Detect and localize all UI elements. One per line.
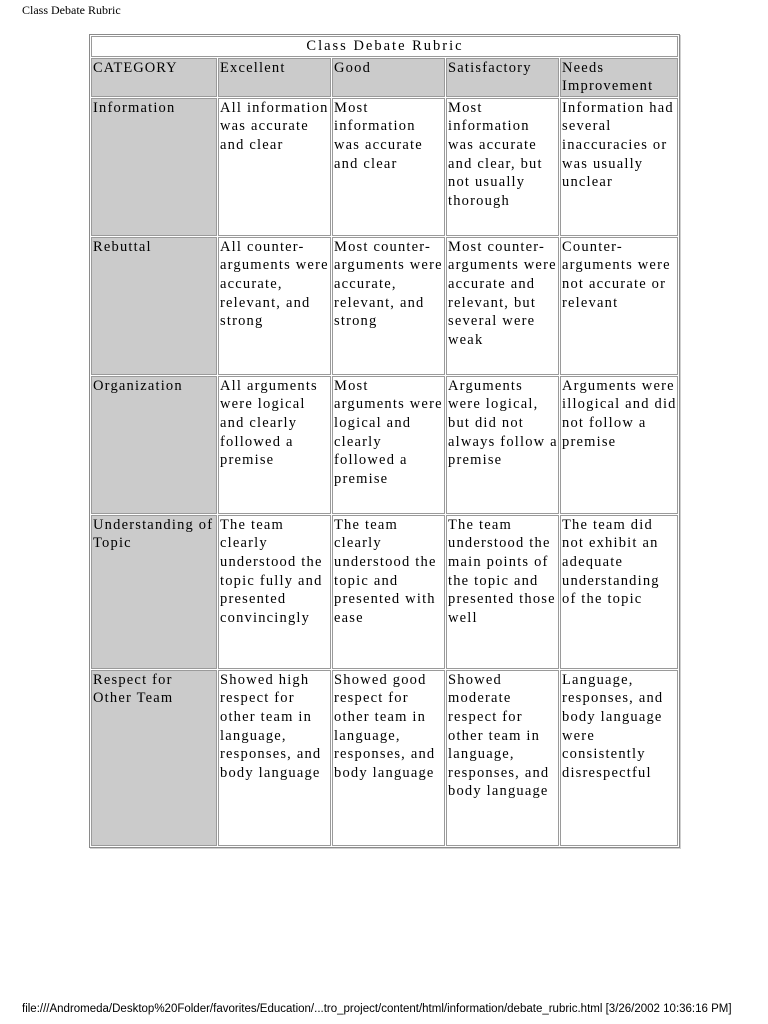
table-header-row bbox=[91, 58, 678, 97]
debate-rubric-table bbox=[89, 34, 680, 848]
column-header-satisfactory: Satisfactory bbox=[446, 58, 559, 97]
criteria-cell: Arguments were logical, but did not always follow a premise bbox=[446, 376, 559, 514]
table-row bbox=[91, 515, 678, 669]
criteria-cell: Counter-arguments were not accurate or relevant bbox=[560, 237, 678, 375]
table-row bbox=[91, 98, 678, 236]
criteria-cell: Most arguments were logical and clearly followed a premise bbox=[332, 376, 445, 514]
criteria-cell: The team did not exhibit an adequate understanding of the topic bbox=[560, 515, 678, 669]
criteria-cell: Most information was accurate and clear bbox=[332, 98, 445, 236]
criteria-cell: Most counter-arguments were accurate and relevant, but several were weak bbox=[446, 237, 559, 375]
table-row bbox=[91, 670, 678, 846]
criteria-cell: Language, responses, and body language were consistently disrespectful bbox=[560, 670, 678, 846]
column-header-good: Good bbox=[332, 58, 445, 97]
criteria-cell: Information had several inaccuracies or was usually unclear bbox=[560, 98, 678, 236]
category-cell: Rebuttal bbox=[91, 237, 217, 375]
category-cell: Understanding of Topic bbox=[91, 515, 217, 669]
criteria-cell: Arguments were illogical and did not follow a premise bbox=[560, 376, 678, 514]
criteria-cell: All arguments were logical and clearly followed a premise bbox=[218, 376, 331, 514]
column-header-needs-improvement: Needs Improvement bbox=[560, 58, 678, 97]
page-footer-url: file:///Andromeda/Desktop%20Folder/favorites/Education/...tro_project/content/html/information/debate_rubric.html [3/26/2002 10:36:16 PM] bbox=[22, 1003, 732, 1015]
criteria-cell: Most counter-arguments were accurate, relevant, and strong bbox=[332, 237, 445, 375]
criteria-cell: Showed high respect for other team in language, responses, and body language bbox=[218, 670, 331, 846]
criteria-cell: Most information was accurate and clear, but not usually thorough bbox=[446, 98, 559, 236]
table-title-row bbox=[91, 36, 678, 57]
column-header-excellent: Excellent bbox=[218, 58, 331, 97]
criteria-cell: Showed good respect for other team in language, responses, and body language bbox=[332, 670, 445, 846]
page-header-title: Class Debate Rubric bbox=[22, 3, 121, 17]
criteria-cell: All counter-arguments were accurate, relevant, and strong bbox=[218, 237, 331, 375]
table-row bbox=[91, 376, 678, 514]
table-title: Class Debate Rubric bbox=[91, 36, 678, 57]
category-cell: Information bbox=[91, 98, 217, 236]
category-cell: Respect for Other Team bbox=[91, 670, 217, 846]
criteria-cell: The team clearly understood the topic and presented with ease bbox=[332, 515, 445, 669]
criteria-cell: Showed moderate respect for other team in language, responses, and body language bbox=[446, 670, 559, 846]
table-row bbox=[91, 237, 678, 375]
category-cell: Organization bbox=[91, 376, 217, 514]
column-header-category: CATEGORY bbox=[91, 58, 217, 97]
criteria-cell: All information was accurate and clear bbox=[218, 98, 331, 236]
criteria-cell: The team clearly understood the topic fully and presented convincingly bbox=[218, 515, 331, 669]
criteria-cell: The team understood the main points of the topic and presented those well bbox=[446, 515, 559, 669]
